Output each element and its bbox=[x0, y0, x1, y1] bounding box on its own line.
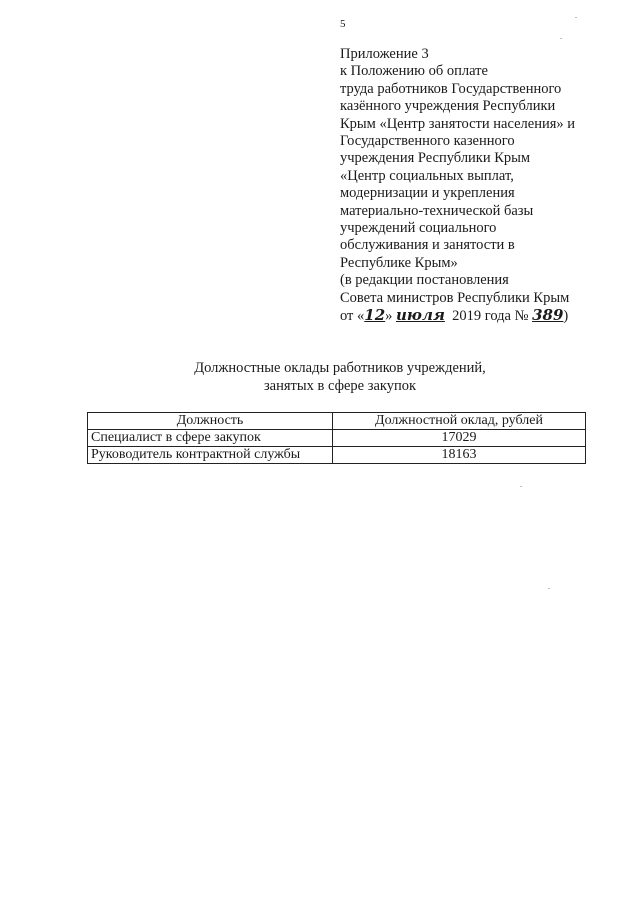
date-day-close: » bbox=[385, 308, 393, 325]
cell-salary: 17029 bbox=[333, 430, 586, 447]
table-row bbox=[88, 430, 586, 447]
appendix-header bbox=[340, 46, 632, 326]
handwritten-month: июля bbox=[396, 306, 445, 325]
appendix-line: «Центр социальных выплат, bbox=[340, 167, 514, 184]
decree-date-line bbox=[340, 307, 632, 325]
salary-table bbox=[87, 412, 586, 464]
appendix-line: (в редакции постановления bbox=[340, 272, 509, 289]
close-paren: ) bbox=[563, 308, 569, 325]
appendix-line: Республике Крым» bbox=[340, 254, 458, 271]
appendix-line: Совета министров Республики Крым bbox=[340, 289, 570, 306]
date-prefix: от « bbox=[340, 308, 365, 325]
scan-speck bbox=[575, 17, 577, 18]
appendix-line: труда работников Государственного bbox=[340, 80, 562, 97]
title-line-1: Должностные оклады работников учреждений, bbox=[194, 360, 486, 376]
header-salary: Должностной оклад, рублей bbox=[333, 413, 586, 430]
appendix-line: казённого учреждения Республики bbox=[340, 98, 556, 115]
scan-speck bbox=[560, 38, 562, 39]
appendix-line: Приложение 3 bbox=[340, 46, 429, 62]
document-title bbox=[80, 360, 600, 395]
appendix-line: материально-технической базы bbox=[340, 202, 534, 219]
table-header-row bbox=[88, 413, 586, 430]
page-number: 5 bbox=[340, 18, 346, 30]
appendix-line: к Положению об оплате bbox=[340, 63, 488, 80]
appendix-line: Крым «Центр занятости населения» и bbox=[340, 115, 576, 132]
handwritten-day: 12 bbox=[364, 306, 386, 325]
scan-speck bbox=[548, 588, 550, 589]
appendix-line: Государственного казенного bbox=[340, 133, 515, 150]
appendix-line: модернизации и укрепления bbox=[340, 185, 515, 202]
scan-speck bbox=[520, 486, 522, 487]
table-row bbox=[88, 447, 586, 464]
appendix-line: обслуживания и занятости в bbox=[340, 237, 515, 254]
header-position: Должность bbox=[88, 413, 333, 430]
appendix-line: учреждения Республики Крым bbox=[340, 150, 531, 167]
cell-salary: 18163 bbox=[333, 447, 586, 464]
handwritten-number: 389 bbox=[532, 306, 564, 325]
cell-position: Специалист в сфере закупок bbox=[88, 430, 333, 447]
cell-position: Руководитель контрактной службы bbox=[88, 447, 333, 464]
appendix-line: учреждений социального bbox=[340, 220, 497, 237]
date-year: 2019 года № bbox=[452, 308, 529, 325]
title-line-2: занятых в сфере закупок bbox=[263, 377, 417, 394]
